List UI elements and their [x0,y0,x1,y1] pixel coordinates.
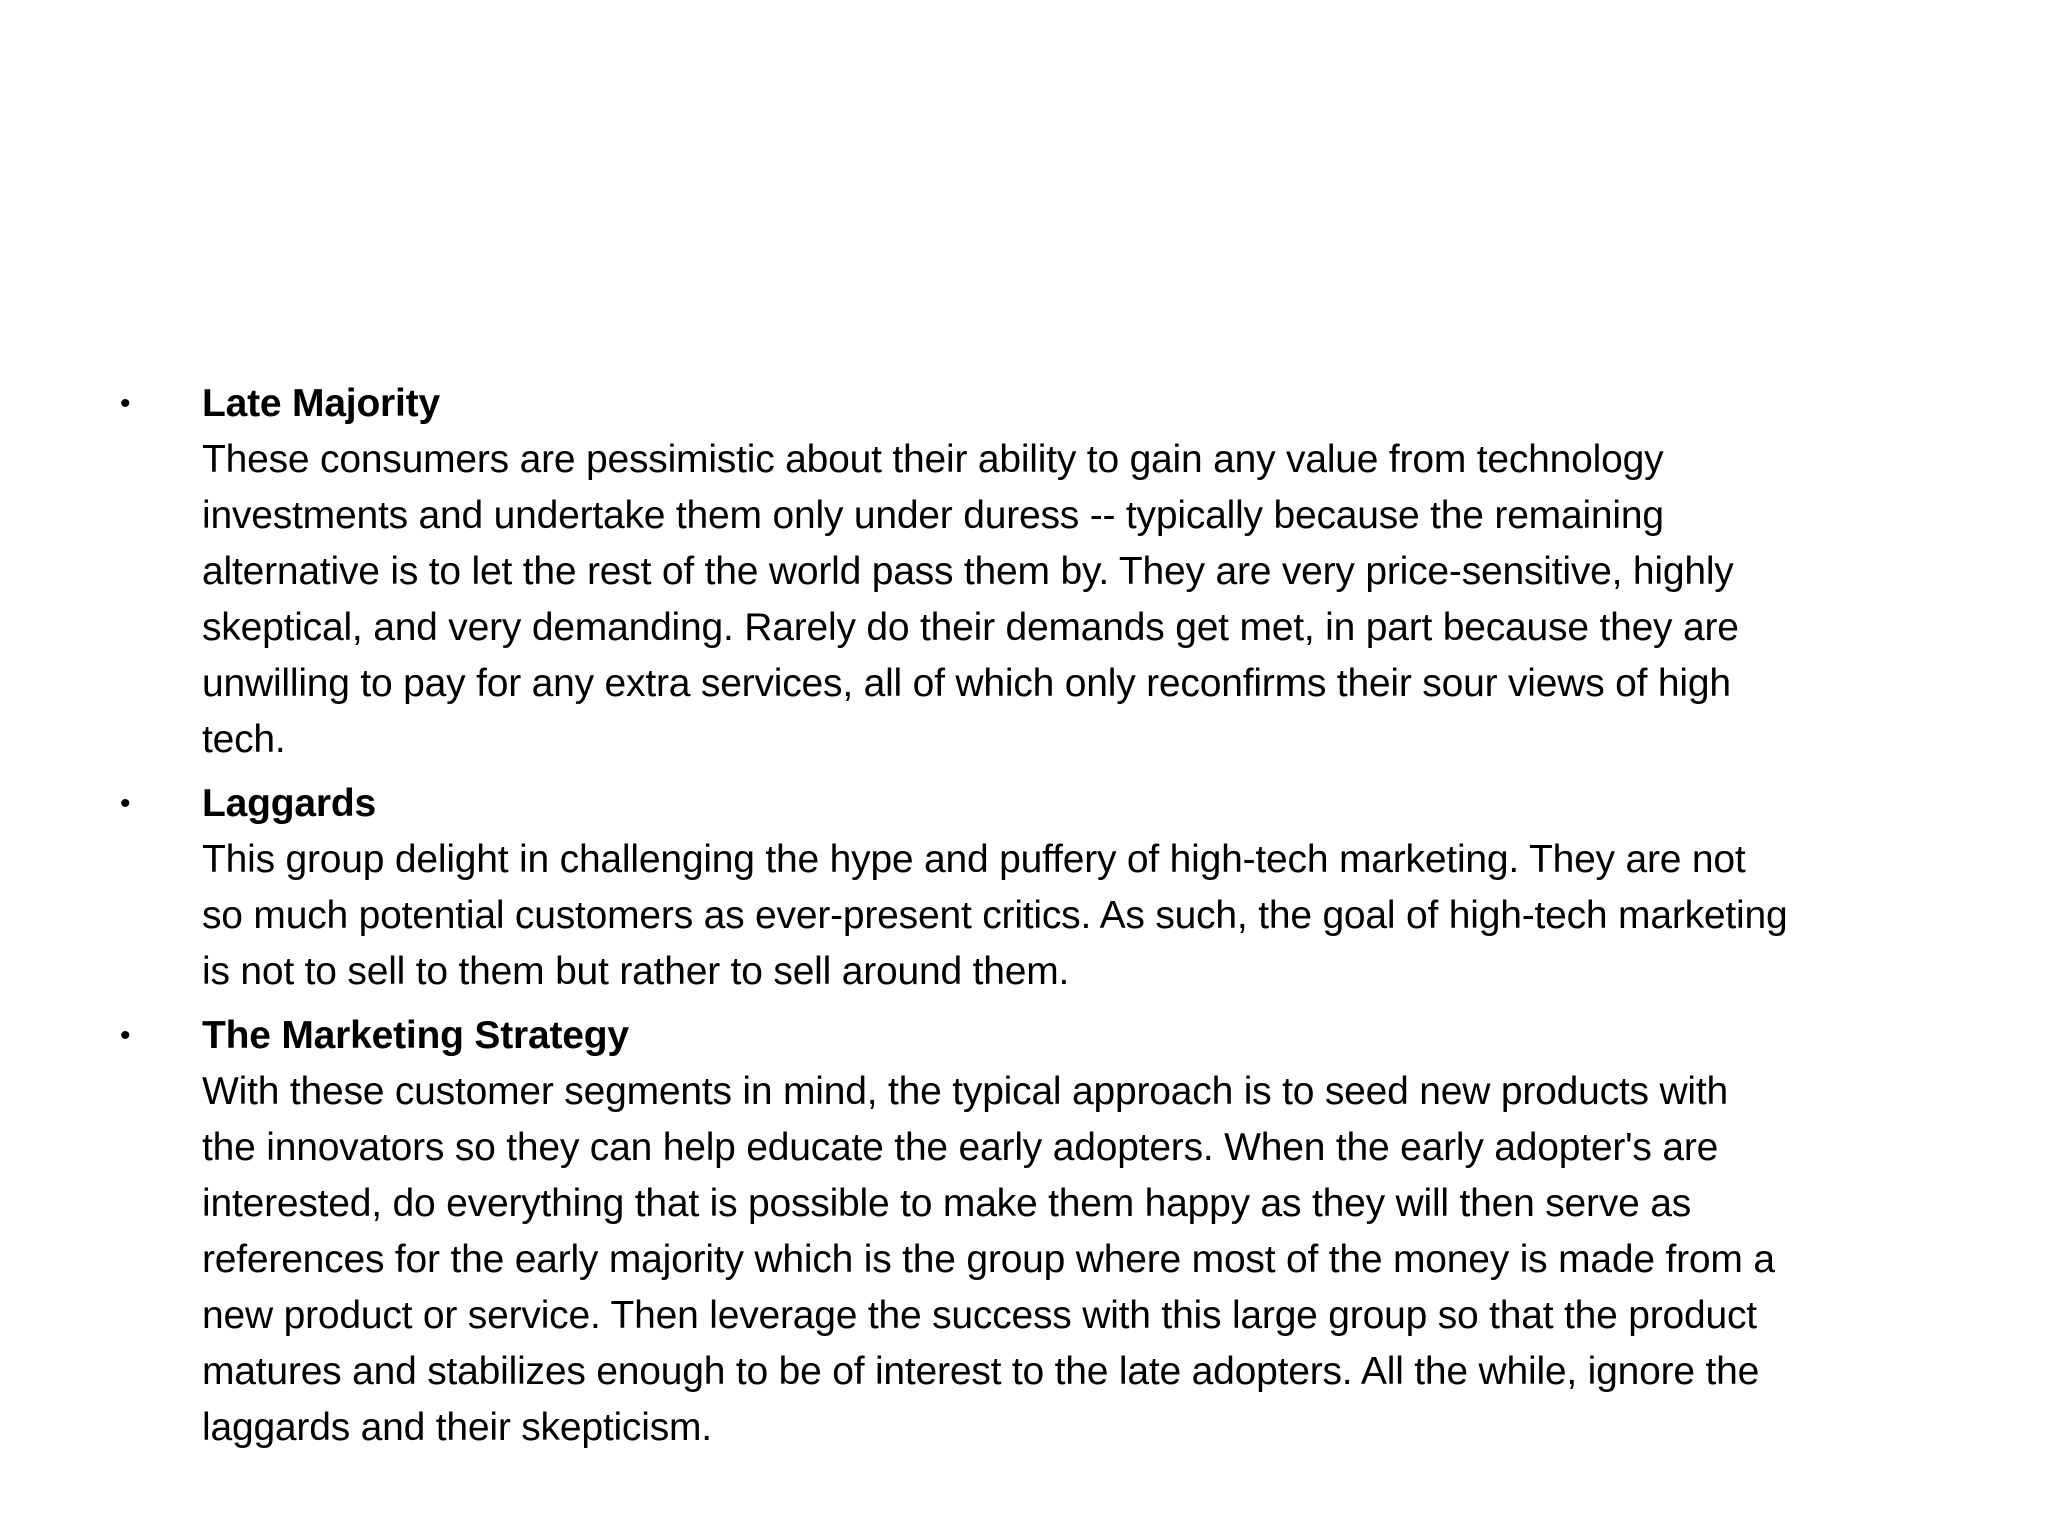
body-line: unwilling to pay for any extra services, all of which only reconfirms their sour views of high [202,662,1731,705]
body-line: interested, do everything that is possible to make them happy as they will then serve as [202,1182,1692,1225]
body-line: With these customer segments in mind, the typical approach is to seed new products with [202,1070,1729,1113]
body-line: laggards and their skepticism. [202,1406,712,1449]
body-line: so much potential customers as ever-present critics. As such, the goal of high-tech marketing [202,894,1788,937]
body-line: new product or service. Then leverage the success with this large group so that the product [202,1294,1757,1337]
body-late-majority [202,432,1960,768]
body-line: This group delight in challenging the hype and puffery of high-tech marketing. They are not [202,838,1746,881]
body-line: investments and undertake them only under duress -- typically because the remaining [202,494,1664,537]
body-line: references for the early majority which is the group where most of the money is made from a [202,1238,1775,1281]
bullet-icon: • [120,1019,131,1052]
bullet-icon: • [120,387,131,420]
body-laggards [202,832,1960,1000]
body-line: alternative is to let the rest of the world pass them by. They are very price-sensitive, highly [202,550,1734,593]
body-line: These consumers are pessimistic about their ability to gain any value from technology [202,438,1664,481]
body-line: matures and stabilizes enough to be of interest to the late adopters. All the while, ignore the [202,1350,1760,1393]
heading-laggards: Laggards [202,782,376,825]
heading-marketing-strategy: The Marketing Strategy [202,1014,629,1057]
body-line: is not to sell to them but rather to sell around them. [202,950,1070,993]
bullet-item-marketing-strategy [120,1008,1960,1456]
bullet-icon: • [120,787,131,820]
bullet-item-late-majority [120,376,1960,768]
body-line: the innovators so they can help educate the early adopters. When the early adopter's are [202,1126,1719,1169]
body-line: skeptical, and very demanding. Rarely do their demands get met, in part because they are [202,606,1739,649]
heading-late-majority: Late Majority [202,382,440,425]
bullet-item-laggards [120,776,1960,1000]
bullet-list [120,376,1960,1464]
body-marketing-strategy [202,1064,1960,1456]
body-line: tech. [202,718,286,761]
